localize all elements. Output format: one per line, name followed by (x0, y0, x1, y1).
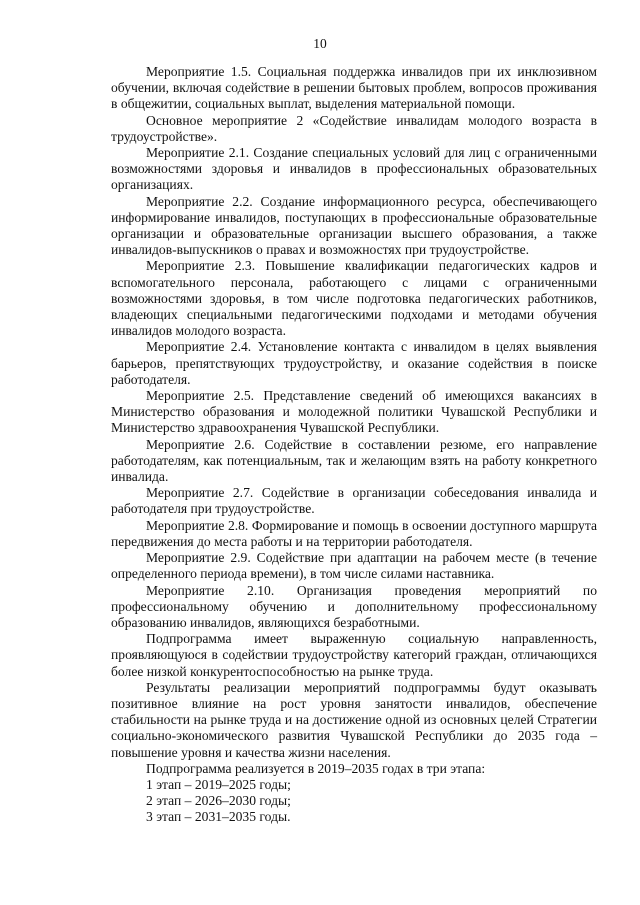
document-body (111, 64, 597, 826)
list-item-stage-3: 3 этап – 2031–2035 годы. (146, 809, 291, 825)
list-item-stage-1: 1 этап – 2019–2025 годы; (146, 776, 291, 792)
paragraph-social-orientation: Подпрограмма имеет выраженную социальную направленность, проявляющуюся в содействии трудоустройству категорий граждан, отличающихся более низкой конкурентоспособностью на рынке труда. (111, 631, 597, 679)
page-number: 10 (313, 36, 327, 51)
paragraph-activity-2-3: Мероприятие 2.3. Повышение квалификации педагогических кадров и вспомогательного персонала, работающего с лицами с ограниченными возможностями здоровья, в том числе подготовка педагогических работников, владеющих специальными педагогическими подходами и методами обучения инвалидов молодого возраста. (111, 258, 597, 339)
paragraph-stages-intro: Подпрограмма реализуется в 2019–2035 годах в три этапа: (146, 760, 486, 776)
paragraph-activity-2-5: Мероприятие 2.5. Представление сведений об имеющихся вакансиях в Министерство образования и молодежной политики Чувашской Республики и Министерство здравоохранения Чувашской Республики. (111, 388, 597, 436)
paragraph-activity-2-1: Мероприятие 2.1. Создание специальных условий для лиц с ограниченными возможностями здоровья и инвалидов в профессиональных образовательных организациях. (111, 145, 597, 193)
paragraph-activity-2-2: Мероприятие 2.2. Создание информационного ресурса, обеспечивающего информирование инвалидов, поступающих в профессиональные образовательные организации и образовательные организации высшего образования, а также инвалидов-выпускников о правах и возможностях при трудоустройстве. (111, 193, 597, 258)
list-item-stage-2: 2 этап – 2026–2030 годы; (146, 793, 291, 809)
paragraph-activity-1-5: Мероприятие 1.5. Социальная поддержка инвалидов при их инклюзивном обучении, включая содействие в решении бытовых проблем, вопросов проживания в общежитии, социальных выплат, выделения материальной помощи. (111, 64, 597, 112)
paragraph-main-activity-2: Основное мероприятие 2 «Содействие инвалидам молодого возраста в трудоустройстве». (111, 112, 597, 144)
paragraph-activity-2-6: Мероприятие 2.6. Содействие в составлении резюме, его направление работодателям, как потенциальным, так и желающим взять на работу конкретного инвалида. (111, 436, 597, 485)
paragraph-activity-2-10: Мероприятие 2.10. Организация проведения мероприятий по профессиональному обучению и дополнительному профессиональному образованию инвалидов, являющихся безработными. (111, 582, 597, 630)
paragraph-activity-2-7: Мероприятие 2.7. Содействие в организации собеседования инвалида и работодателя при трудоустройстве. (111, 485, 597, 517)
paragraph-results: Результаты реализации мероприятий подпрограммы будут оказывать позитивное влияние на рост уровня занятости инвалидов, обеспечение стабильности на рынке труда и на достижение одной из основных целей Стратегии социально-экономического развития Чувашской Республики до 2035 года – повышение уровня и качества жизни населения. (111, 679, 597, 760)
paragraph-activity-2-8: Мероприятие 2.8. Формирование и помощь в освоении доступного маршрута передвижения до места работы и на территории работодателя. (111, 517, 597, 549)
paragraph-activity-2-9: Мероприятие 2.9. Содействие при адаптации на рабочем месте (в течение определенного периода времени), в том числе силами наставника. (111, 550, 597, 582)
paragraph-activity-2-4: Мероприятие 2.4. Установление контакта с инвалидом в целях выявления барьеров, препятствующих трудоустройству, и оказание содействия в поиске работодателя. (111, 339, 597, 387)
